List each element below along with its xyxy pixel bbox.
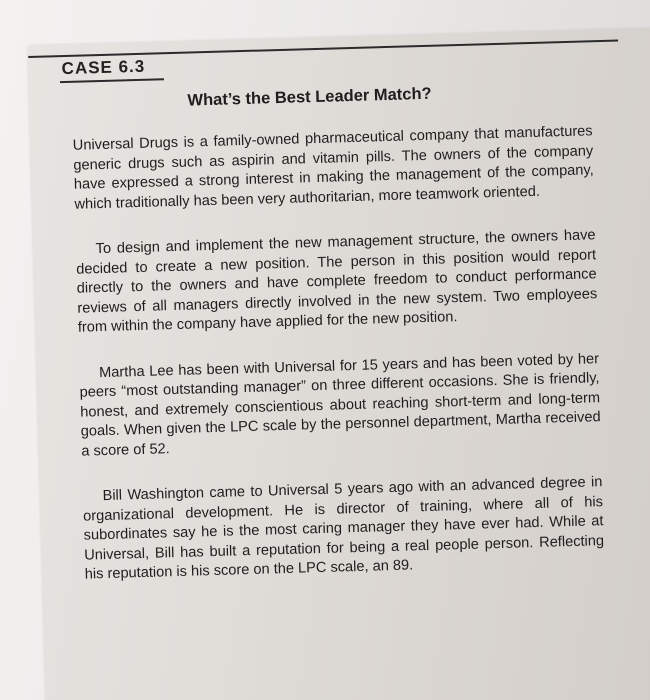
- book-page: [28, 28, 650, 700]
- paragraph-martha-lee: Martha Lee has been with Universal for 15 years and has been voted by her peers “most outstanding manager” on three different occasions. She is friendly, honest, and extremely conscientious about reaching short-term and long-term goals. When given the LPC scale by the personnel department, Martha received a score of 52.: [79, 350, 601, 460]
- paragraph-new-position: To design and implement the new management structure, the owners have decided to create a new position. The person in this position would report directly to the owners and have complete freedom to conduct performance reviews of all managers directly involved in the new system. Two employees from within the company have applied for the new position.: [76, 227, 598, 336]
- case-number: CASE 6.3: [61, 56, 146, 79]
- paragraph-bill-washington: Bill Washington came to Universal 5 years ago with an advanced degree in organizational development. He is director of training, where all of his subordinates say he is the most caring manager they have ever had. While at Universal, Bill has built a reputation for being a real people person. Reflecting his reputation is his score on the LPC scale, an 89.: [82, 474, 605, 583]
- paragraph-intro: Universal Drugs is a family-owned pharmaceutical company that manufactures generic drugs such as aspirin and vitamin pills. The owners of the company have expressed a strong interest in making the management of the company, which traditionally has been very authoritarian, more teamwork oriented.: [72, 123, 594, 213]
- case-title: What’s the Best Leader Match?: [187, 84, 432, 110]
- case-underline: [60, 78, 164, 83]
- case-body: [73, 122, 606, 611]
- header-rule: [28, 40, 618, 58]
